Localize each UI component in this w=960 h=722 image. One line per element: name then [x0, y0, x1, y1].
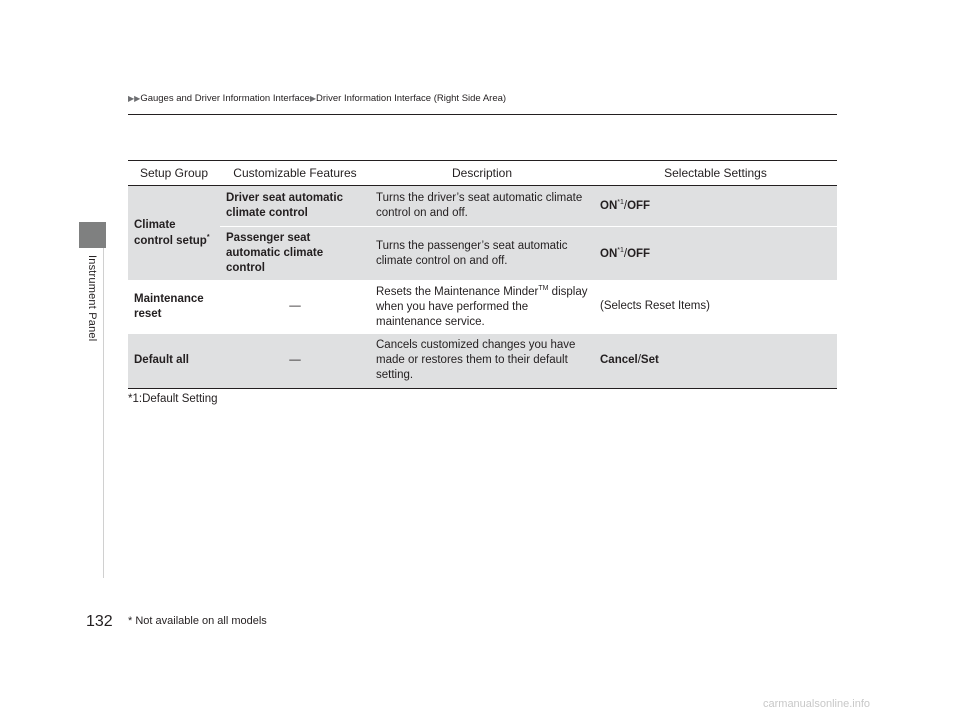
section-side-label: Instrument Panel	[86, 255, 98, 342]
page-number: 132	[86, 613, 113, 630]
group-cell: Maintenance reset	[128, 280, 220, 334]
feature-cell: —	[220, 334, 370, 389]
availability-mark: *	[206, 233, 210, 241]
watermark: carmanualsonline.info	[763, 698, 871, 710]
description-text: display when you have performed the maintenance service.	[376, 285, 588, 328]
header-description: Description	[370, 161, 594, 186]
table-row	[128, 186, 837, 227]
setting-on: ON	[600, 247, 618, 260]
arrow-icon: ▶	[309, 94, 316, 103]
breadcrumb-part-2[interactable]: Driver Information Interface (Right Side Area)	[315, 93, 507, 104]
group-cell: Default all	[128, 334, 220, 389]
header-customizable-features: Customizable Features	[220, 161, 370, 186]
group-name: Climate control setup	[134, 218, 207, 247]
setting-separator: /	[637, 354, 641, 367]
breadcrumb	[128, 93, 506, 104]
table-row	[128, 334, 837, 389]
setting-off: OFF	[627, 247, 651, 260]
setting-separator: /	[623, 199, 628, 212]
feature-cell: —	[289, 300, 301, 313]
setting-cancel: Cancel	[600, 354, 638, 367]
description-text: Resets the Maintenance Minder	[376, 285, 539, 298]
trademark-mark: TM	[538, 285, 549, 292]
setting-cell: (Selects Reset Items)	[600, 300, 710, 313]
settings-table	[128, 160, 837, 389]
table-row	[128, 280, 837, 334]
header-selectable-settings: Selectable Settings	[594, 161, 837, 186]
setting-on: ON	[600, 199, 618, 212]
description-cell: Turns the driver’s seat automatic climate control on and off.	[370, 186, 594, 227]
default-mark: *1	[617, 246, 624, 254]
setting-cell	[594, 334, 837, 389]
group-cell	[128, 186, 220, 281]
section-tab-marker	[79, 222, 106, 248]
description-cell: Turns the passenger’s seat automatic climate control on and off.	[370, 227, 594, 281]
setting-cell	[594, 186, 837, 227]
double-arrow-icon: ▶▶	[128, 94, 141, 103]
side-divider	[103, 248, 104, 578]
setting-off: OFF	[627, 199, 651, 212]
table-row	[128, 227, 837, 281]
header-rule	[128, 114, 837, 115]
default-setting-footnote: *1:Default Setting	[128, 393, 218, 405]
setting-separator: /	[623, 247, 628, 260]
breadcrumb-part-1[interactable]: Gauges and Driver Information Interface	[140, 93, 310, 104]
header-setup-group: Setup Group	[128, 161, 220, 186]
setting-set: Set	[640, 354, 659, 367]
description-cell	[370, 280, 594, 334]
description-cell: Cancels customized changes you have made or restores them to their default setting.	[370, 334, 594, 389]
setting-cell	[594, 227, 837, 281]
feature-cell: Driver seat automatic climate control	[220, 186, 370, 227]
default-mark: *1	[617, 199, 624, 207]
table-header-row	[128, 161, 837, 186]
availability-note: * Not available on all models	[128, 615, 267, 627]
feature-cell: Passenger seat automatic climate control	[220, 227, 370, 281]
